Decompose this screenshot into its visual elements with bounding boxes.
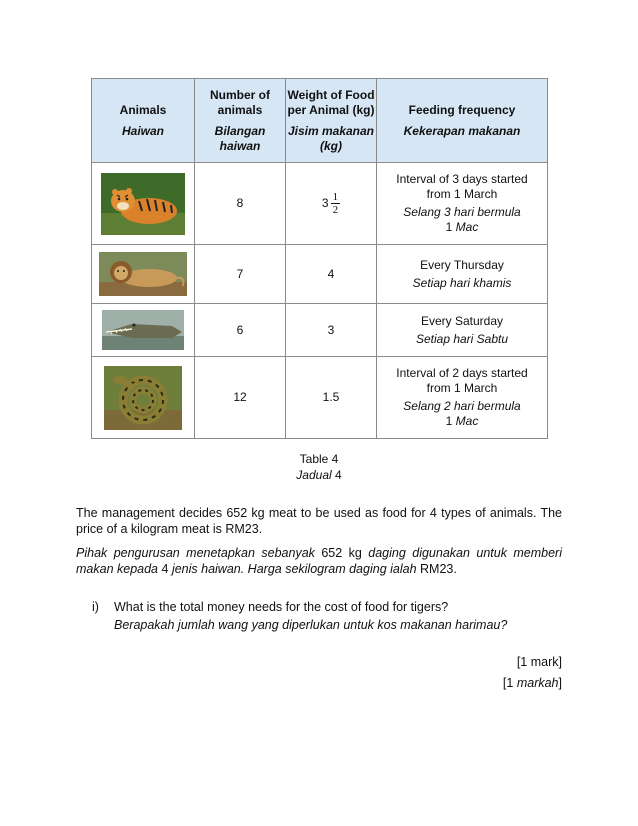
frequency-en: Every Saturday [420, 313, 504, 328]
table-row [92, 357, 548, 439]
frequency-ms: Setiap hari Sabtu [415, 331, 509, 346]
question-en: i) What is the total money needs for the cost of food for tigers? [92, 600, 449, 614]
frequency-cell [377, 357, 548, 439]
count-cell: 6 [195, 304, 286, 357]
table-header-row [92, 79, 548, 163]
table-row [92, 304, 548, 357]
frequency-cell [377, 304, 548, 357]
header-feeding-frequency: Feeding frequency Kekerapan makanan [377, 79, 548, 163]
count-cell: 7 [195, 245, 286, 304]
paragraph-en: The management decides 652 kg meat to be used as food for 4 types of animals. The price of a kilogram meat is RM23. [76, 506, 562, 536]
mixed-fraction: 3 $\frac{1}{2}$ [321, 191, 339, 216]
count-cell: 8 [195, 163, 286, 245]
animal-feeding-table [91, 78, 548, 439]
frequency-ms: Setiap hari khamis [412, 275, 512, 290]
animal-cell [92, 304, 195, 357]
table-row [92, 163, 548, 245]
frequency-en: Interval of 3 days started from 1 March [396, 172, 528, 201]
tiger-image [101, 173, 185, 235]
weight-cell: 4 [286, 245, 377, 304]
header-animals: Animals Haiwan [92, 79, 195, 163]
animal-cell [92, 245, 195, 304]
count-cell: 12 [195, 357, 286, 439]
question-ms: Berapakah jumlah wang yang diperlukan untuk kos makanan harimau? [114, 618, 508, 632]
crocodile-image [102, 310, 184, 350]
snake-image [104, 366, 182, 430]
lion-image [99, 252, 187, 296]
mark-ms: [1 markah] [502, 676, 562, 690]
weight-cell [286, 163, 377, 245]
weight-cell: 3 [286, 304, 377, 357]
table-row [92, 245, 548, 304]
header-number-of-animals: Number of animals Bilangan haiwan [195, 79, 286, 163]
frequency-cell [377, 163, 548, 245]
header-weight-of-food: Weight of Food per Animal (kg) Jisim makanan (kg) [286, 79, 377, 163]
frequency-en: Every Thursday [420, 257, 504, 272]
mark-en: [1 mark] [516, 655, 562, 669]
table-caption-ms: Jadual 4 [296, 468, 342, 482]
frequency-ms: Selang 2 hari bermula 1 Mac [403, 399, 521, 428]
frequency-ms: Selang 3 hari bermula 1 Mac [403, 205, 521, 234]
animal-cell [92, 163, 195, 245]
frequency-cell [377, 245, 548, 304]
paragraph-ms: Pihak pengurusan menetapkan sebanyak 652 kg daging digunakan untuk memberi makan kepada 4 jenis haiwan. Harga sekilogram daging ialah RM23. [76, 546, 562, 576]
animal-cell [92, 357, 195, 439]
frequency-en: Interval of 2 days started from 1 March [396, 366, 528, 395]
weight-cell: 1.5 [286, 357, 377, 439]
table-caption-en: Table 4 [299, 452, 339, 466]
